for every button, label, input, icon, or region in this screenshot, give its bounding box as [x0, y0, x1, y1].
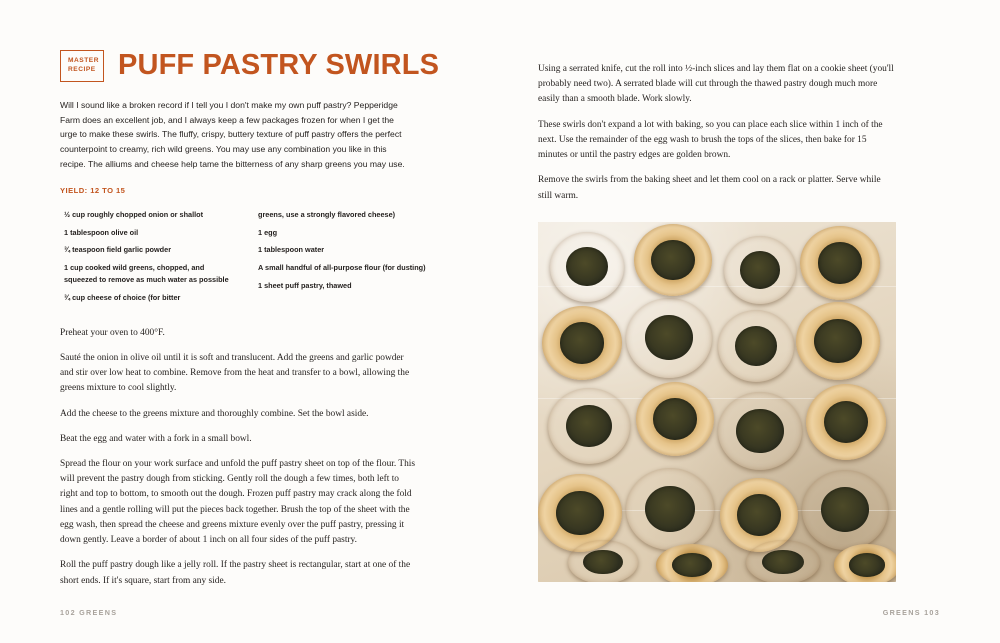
badge-line-1: MASTER	[68, 57, 100, 64]
recipe-photo	[538, 222, 896, 582]
recipe-step: Add the cheese to the greens mixture and thoroughly combine. Set the bowl aside.	[60, 408, 369, 419]
ingredient-item: ¾ teaspoon field garlic powder	[64, 245, 172, 255]
ingredient-item: ½ cup roughly chopped onion or shallot	[64, 209, 204, 219]
folio-left: 102 GREENS	[60, 608, 118, 617]
recipe-steps-left	[60, 326, 462, 589]
badge-line-2: RECIPE	[68, 65, 96, 73]
ingredient-item: greens, use a strongly flavored cheese)	[258, 209, 396, 219]
ingredient-item: ¾ cup cheese of choice (for bitter	[64, 292, 181, 302]
recipe-step: Spread the flour on your work surface and unfold the puff pastry sheet on top of the flour. This will prevent the pastry dough from sticking. Gently roll the dough a few times, both left to right and top to bottom, to smooth out the dough. Frozen puff pastry may crack along the fold lines and a gentle rolling will put the pieces back together. Brush the top of the sheet with the egg wash, then spread the cheese and greens mixture evenly over the puff pastry, pressing it down gently. Leave a border of about 1 inch on all four sides of the puff pastry.	[60, 458, 416, 546]
recipe-yield: YIELD: 12 TO 15	[60, 185, 126, 195]
ingredient-item: 1 egg	[258, 227, 278, 237]
ingredient-item: 1 cup cooked wild greens, chopped, and squeezed to remove as much water as possible	[64, 263, 229, 284]
ingredients-list	[64, 209, 434, 310]
recipe-step: Preheat your oven to 400°F.	[60, 327, 165, 338]
folio-right: GREENS 103	[882, 608, 940, 617]
recipe-step: Beat the egg and water with a fork in a small bowl.	[60, 433, 252, 444]
recipe-step: Sauté the onion in olive oil until it is soft and translucent. Add the greens and garlic powder and stir over low heat to combine. Remove from the heat and transfer to a bowl, allowing the greens mixture to cool slightly.	[60, 352, 410, 394]
ingredient-item: A small handful of all-purpose flour (for dusting)	[258, 263, 426, 273]
recipe-steps-right	[538, 62, 940, 204]
ingredients-column-1	[64, 209, 236, 310]
recipe-header	[60, 50, 462, 82]
ingredient-item: 1 tablespoon olive oil	[64, 227, 139, 237]
ingredient-item: 1 tablespoon water	[258, 245, 325, 255]
recipe-step: Remove the swirls from the baking sheet and let them cool on a rack or platter. Serve while still warm.	[538, 175, 881, 201]
recipe-step: Roll the puff pastry dough like a jelly roll. If the pastry sheet is rectangular, start at one of the short ends. If it's square, start from any side.	[60, 560, 411, 586]
page-title: PUFF PASTRY SWIRLS	[118, 49, 440, 82]
recipe-step: Using a serrated knife, cut the roll into ½-inch slices and lay them flat on a cookie sheet (you'll probably need two). A serrated blade will cut through the thawed pastry dough much more easily than a smooth blade. Work slowly.	[538, 64, 894, 105]
right-page	[500, 0, 1000, 643]
ingredient-item: 1 sheet puff pastry, thawed	[258, 280, 352, 290]
master-recipe-badge	[60, 50, 104, 82]
recipe-step: These swirls don't expand a lot with baking, so you can place each slice within 1 inch of the next. Use the remainder of the egg wash to brush the tops of the slices, then bake for 15 minutes or until the pastry edges are golden brown.	[538, 119, 883, 161]
recipe-headnote: Will I sound like a broken record if I tell you I don't make my own puff pastry? Pepperidge Farm does an excellent job, and I always keep a few packages frozen for when I get the urge to make these swirls. The fluffy, crispy, buttery texture of puff pastry offers the perfect counterpoint to creamy, rich wild greens. You may use any combination you like in this recipe. The alliums and cheese help tame the bitterness of any sharp greens you may use.	[60, 99, 405, 169]
ingredients-column-2	[258, 209, 430, 310]
